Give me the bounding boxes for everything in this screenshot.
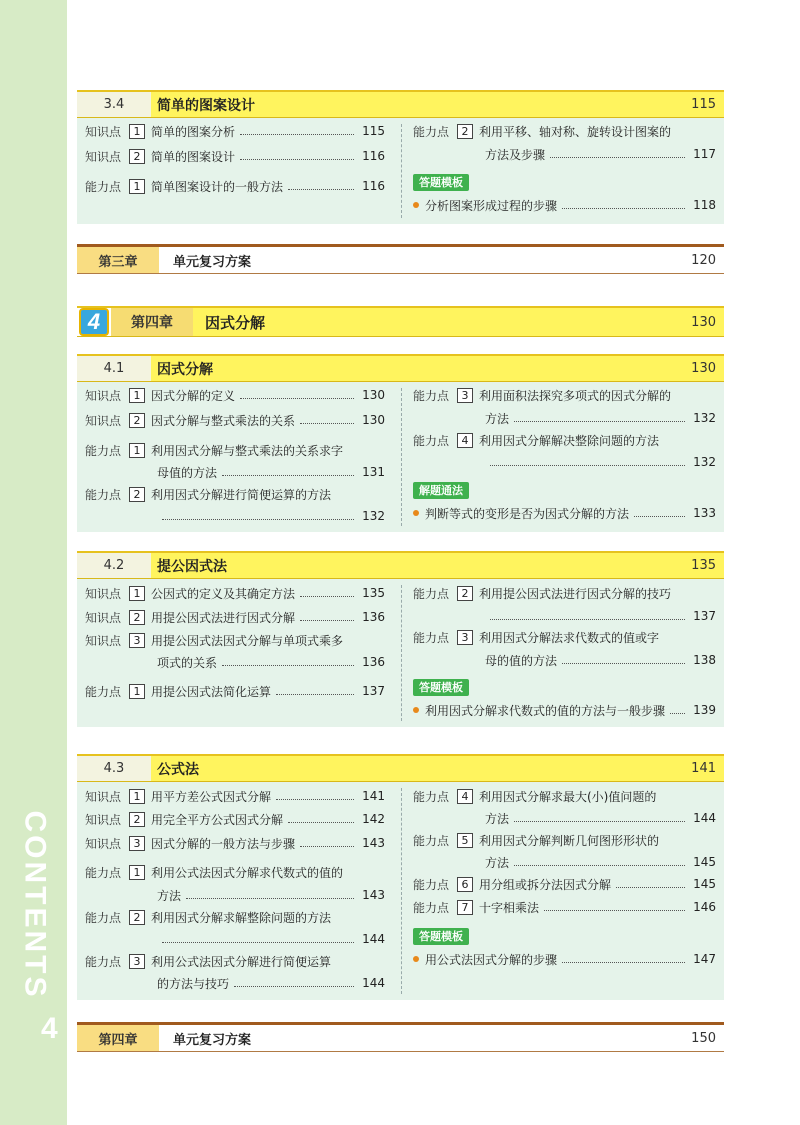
general-method-badge: 解题通法: [413, 482, 469, 499]
answer-template-badge: 答题模板: [413, 928, 469, 945]
section-panel-4-2: [77, 579, 724, 727]
toc-entry[interactable]: 能力点 2 利用因式分解求解整除问题的方法: [85, 910, 332, 925]
toc-entry-cont[interactable]: 母的值的方法 138: [485, 653, 716, 668]
section-title: 提公因式法: [151, 553, 664, 578]
section-title: 因式分解: [151, 356, 664, 381]
section-title: 公式法: [151, 756, 664, 781]
toc-entry[interactable]: 能力点 7 十字相乘法 146: [413, 900, 716, 915]
bullet-icon: [413, 707, 419, 713]
chapter-number-icon: 4: [77, 308, 111, 336]
review-page: 120: [691, 252, 716, 268]
toc-entry[interactable]: 知识点 2 因式分解与整式乘法的关系 130: [85, 413, 385, 428]
method-entry[interactable]: 利用因式分解求代数式的值的方法与一般步骤 139: [413, 699, 716, 721]
toc-entry[interactable]: 知识点 2 用完全平方公式因式分解 142: [85, 812, 385, 827]
toc-entry[interactable]: 能力点 2 利用提公因式法进行因式分解的技巧: [413, 586, 672, 601]
section-header-4-1[interactable]: [77, 354, 724, 382]
chapter-review-3[interactable]: [77, 244, 724, 274]
review-chapter: 第三章: [77, 247, 159, 273]
toc-entry[interactable]: 能力点 1 用提公因式法简化运算 137: [85, 684, 385, 699]
toc-entry[interactable]: 知识点 1 用平方差公式因式分解 141: [85, 789, 385, 804]
section-number: 4.1: [77, 356, 151, 381]
page-number: 4: [41, 1012, 58, 1045]
bullet-icon: [413, 956, 419, 962]
review-page: 150: [691, 1030, 716, 1046]
toc-entry[interactable]: 能力点 1 简单图案设计的一般方法 116: [85, 179, 385, 194]
contents-label: CONTENTS: [18, 810, 51, 1000]
toc-entry-cont[interactable]: 144: [157, 928, 385, 950]
toc-entry[interactable]: 能力点 1 利用公式法因式分解求代数式的值的: [85, 865, 344, 880]
toc-entry[interactable]: 能力点 5 利用因式分解判断几何图形形状的: [413, 833, 660, 848]
toc-entry-cont[interactable]: 母值的方法 131: [157, 465, 385, 480]
toc-entry[interactable]: 知识点 1 因式分解的定义 130: [85, 388, 385, 403]
toc-entry[interactable]: 能力点 3 利用因式分解法求代数式的值或字: [413, 630, 660, 645]
method-entry[interactable]: 分析图案形成过程的步骤 118: [413, 194, 716, 216]
section-header-4-3[interactable]: [77, 754, 724, 782]
toc-entry[interactable]: 知识点 1 简单的图案分析 115: [85, 124, 385, 139]
toc-entry[interactable]: 知识点 3 用提公因式法因式分解与单项式乘多: [85, 633, 344, 648]
toc-entry[interactable]: 能力点 4 利用因式分解求最大(小)值问题的: [413, 789, 657, 804]
toc-entry-cont[interactable]: 项式的关系 136: [157, 655, 385, 670]
toc-entry-cont[interactable]: 的方法与技巧 144: [157, 976, 385, 991]
toc-entry[interactable]: 能力点 3 利用面积法探究多项式的因式分解的: [413, 388, 672, 403]
toc-entry-cont[interactable]: 方法 145: [485, 855, 716, 870]
toc-entry-cont[interactable]: 方法 143: [157, 888, 385, 903]
section-page: 135: [664, 553, 724, 578]
section-number: 3.4: [77, 92, 151, 117]
chapter-header-4[interactable]: [77, 306, 724, 337]
section-panel-3-4: [77, 118, 724, 224]
toc-entry[interactable]: 知识点 1 公因式的定义及其确定方法 135: [85, 586, 385, 601]
toc-entry-cont[interactable]: 132: [485, 451, 716, 473]
section-number: 4.3: [77, 756, 151, 781]
section-header-4-2[interactable]: [77, 551, 724, 579]
section-title: 简单的图案设计: [151, 92, 664, 117]
toc-entry[interactable]: 能力点 3 利用公式法因式分解进行简便运算: [85, 954, 332, 969]
section-header-3-4[interactable]: [77, 90, 724, 118]
toc-entry[interactable]: 能力点 2 利用因式分解进行简便运算的方法: [85, 487, 332, 502]
section-panel-4-1: [77, 382, 724, 532]
toc-entry-cont[interactable]: 方法 144: [485, 811, 716, 826]
toc-entry-cont[interactable]: 方法及步骤 117: [485, 147, 716, 162]
section-page: 115: [664, 92, 724, 117]
chapter-page: 130: [691, 314, 716, 330]
method-entry[interactable]: 判断等式的变形是否为因式分解的方法 133: [413, 502, 716, 524]
toc-entry[interactable]: 知识点 3 因式分解的一般方法与步骤 143: [85, 836, 385, 851]
answer-template-badge: 答题模板: [413, 679, 469, 696]
toc-entry[interactable]: 能力点 1 利用因式分解与整式乘法的关系求字: [85, 443, 344, 458]
chapter-review-4[interactable]: [77, 1022, 724, 1052]
section-panel-4-3: [77, 782, 724, 1000]
method-entry[interactable]: 用公式法因式分解的步骤 147: [413, 948, 716, 970]
chapter-title: 因式分解: [205, 313, 266, 332]
bullet-icon: [413, 510, 419, 516]
review-chapter: 第四章: [77, 1025, 159, 1051]
toc-entry[interactable]: 能力点 4 利用因式分解解决整除问题的方法: [413, 433, 660, 448]
toc-entry-cont[interactable]: 137: [485, 605, 716, 627]
section-page: 130: [664, 356, 724, 381]
section-number: 4.2: [77, 553, 151, 578]
sidebar: [0, 0, 67, 1125]
chapter-label: 第四章: [111, 308, 193, 336]
toc-entry[interactable]: 知识点 2 用提公因式法进行因式分解 136: [85, 610, 385, 625]
toc-entry[interactable]: 知识点 2 简单的图案设计 116: [85, 149, 385, 164]
section-page: 141: [664, 756, 724, 781]
toc-entry[interactable]: 能力点 6 用分组或拆分法因式分解 145: [413, 877, 716, 892]
bullet-icon: [413, 202, 419, 208]
review-title: 单元复习方案: [173, 1032, 252, 1048]
answer-template-badge: 答题模板: [413, 174, 469, 191]
toc-entry-cont[interactable]: 132: [157, 505, 385, 527]
toc-entry-cont[interactable]: 方法 132: [485, 411, 716, 426]
toc-entry[interactable]: 能力点 2 利用平移、轴对称、旋转设计图案的: [413, 124, 672, 139]
review-title: 单元复习方案: [173, 254, 252, 270]
